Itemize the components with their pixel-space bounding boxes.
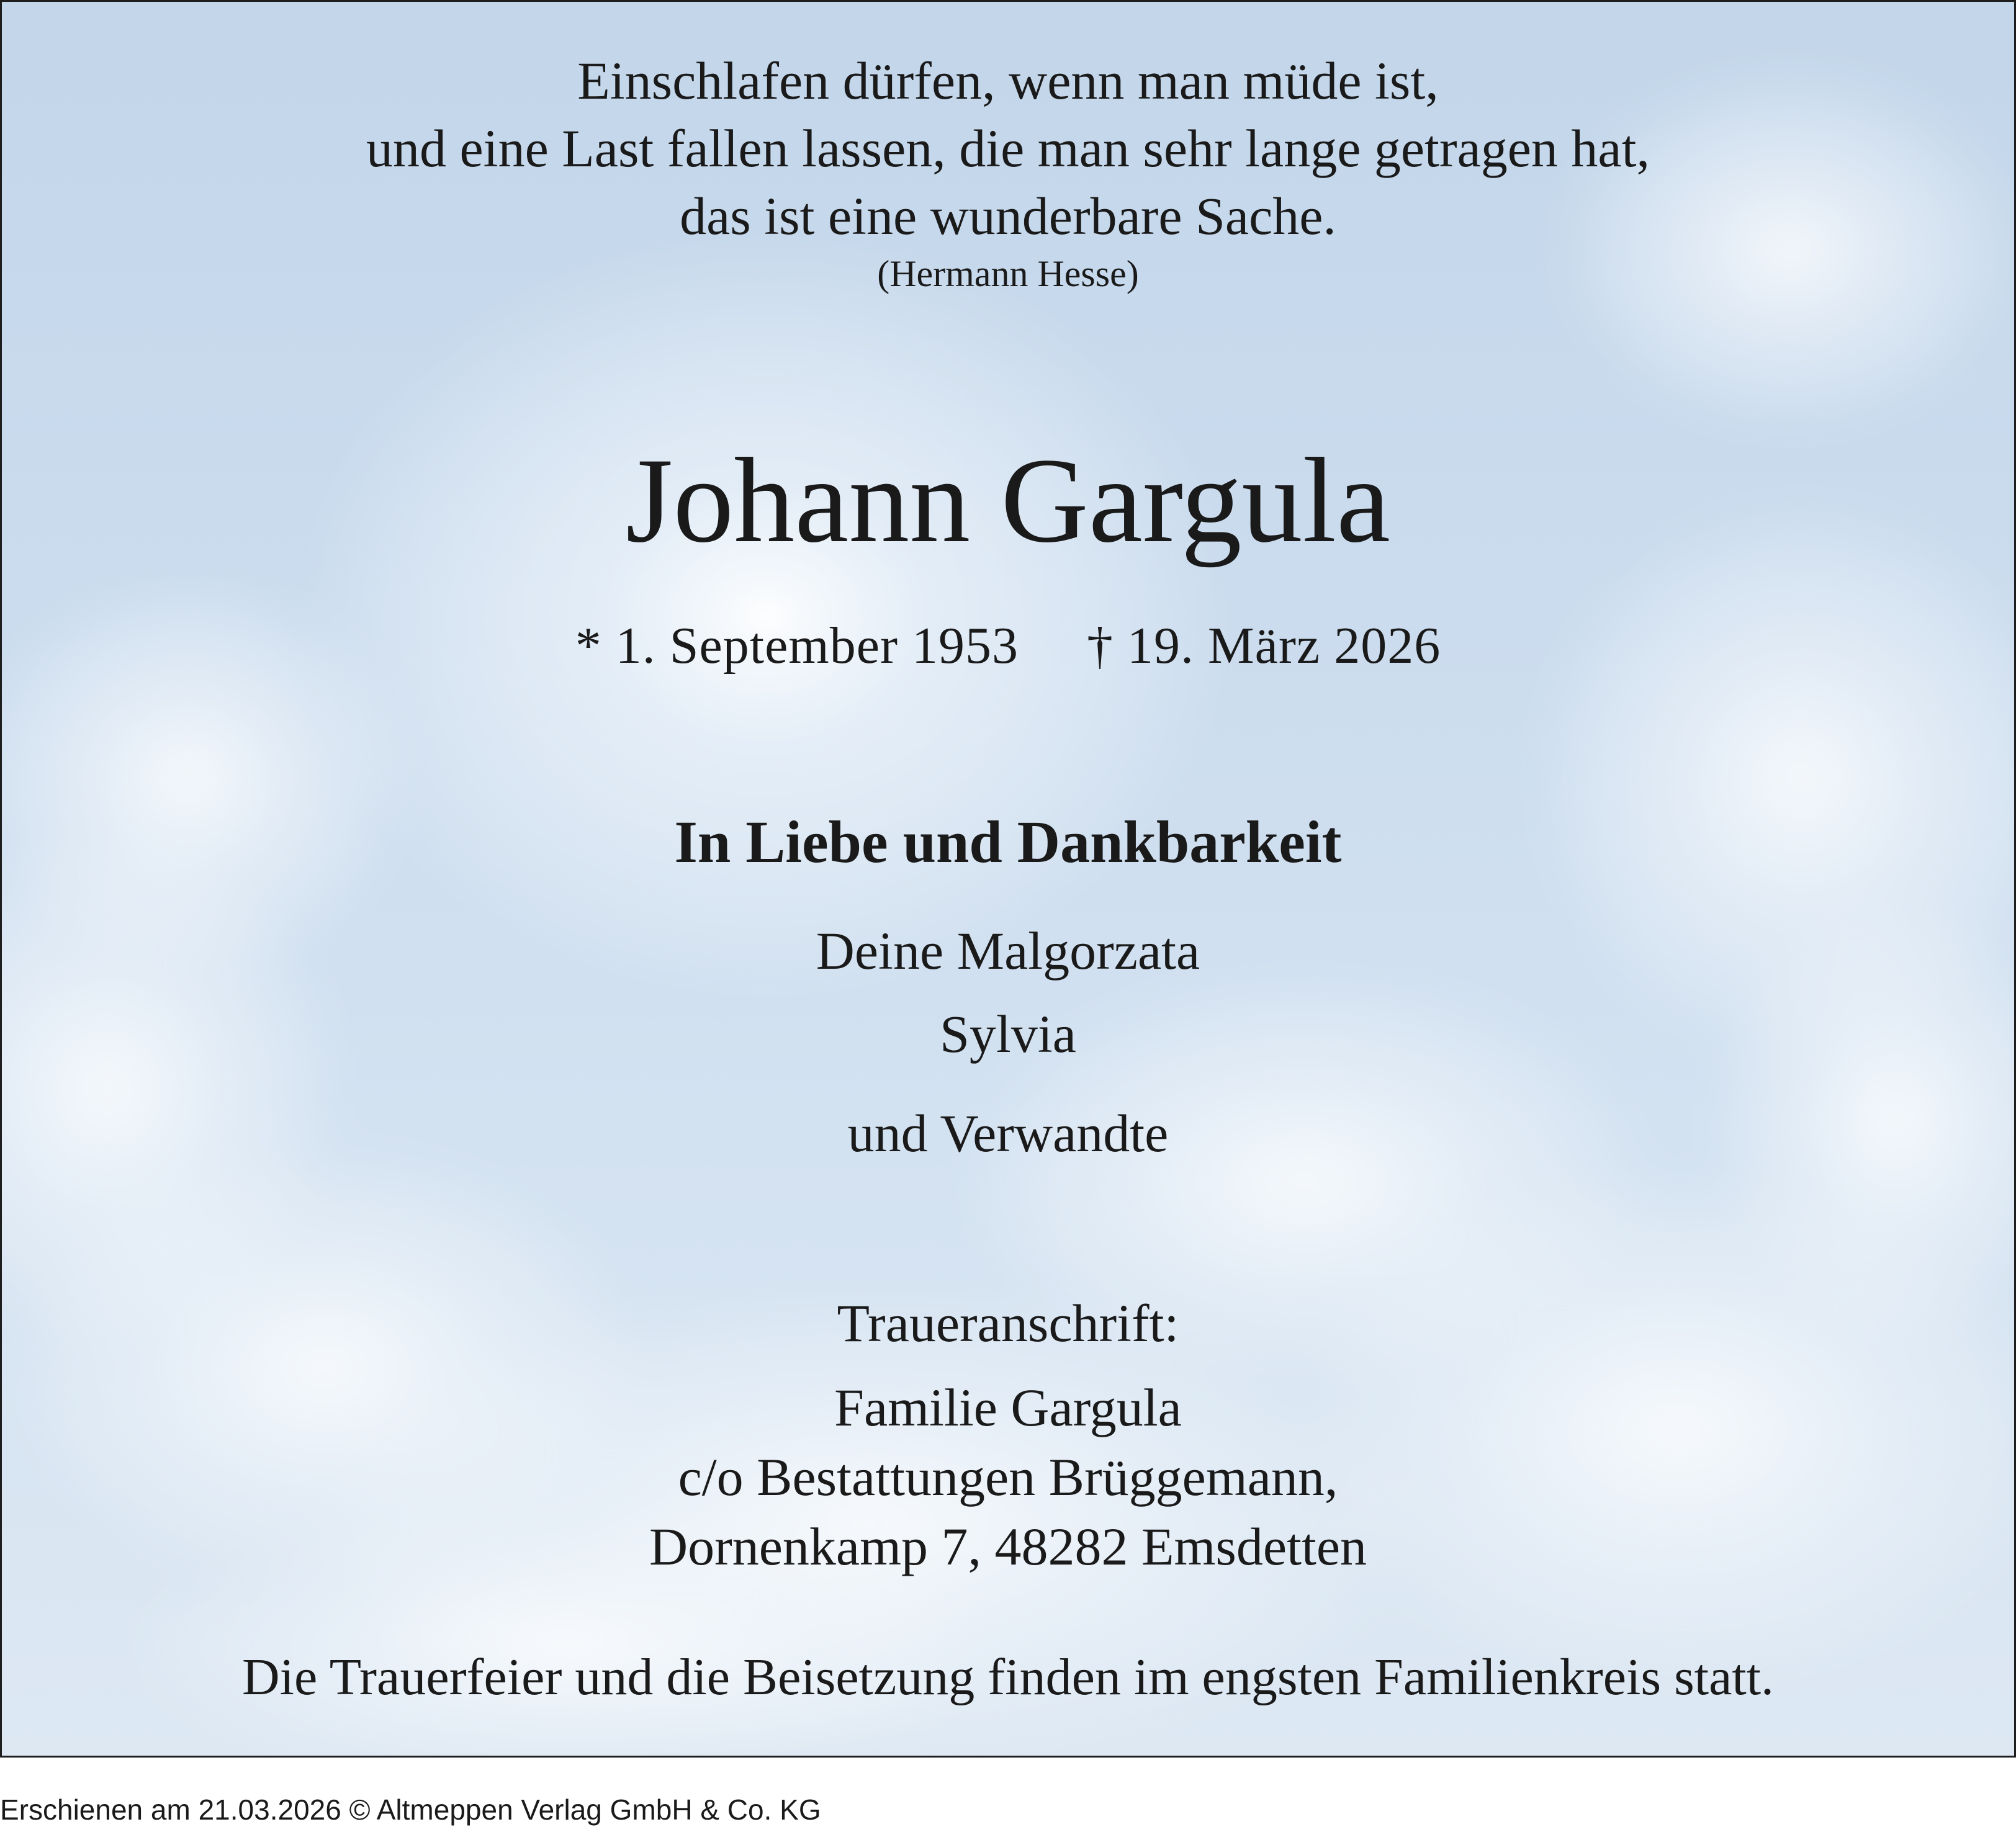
deceased-name: Johann Gargula	[626, 433, 1390, 568]
death-date: † 19. März 2026	[1086, 617, 1441, 675]
mourner-name: Sylvia	[940, 1004, 1076, 1064]
quote-author: (Hermann Hesse)	[877, 253, 1139, 294]
address-line: c/o Bestattungen Brüggemann,	[678, 1447, 1338, 1507]
quote-line: Einschlafen dürfen, wenn man müde ist,	[577, 51, 1439, 110]
ceremony-note: Die Trauerfeier und die Beisetzung finden im engsten Familienkreis statt.	[241, 1648, 1775, 1706]
life-dates	[2, 617, 2014, 675]
mourner-name: und Verwandte	[847, 1103, 1169, 1163]
address-heading: Traueranschrift:	[837, 1293, 1179, 1353]
birth-date: * 1. September 1953	[575, 617, 1019, 675]
mourner-name: Deine Malgorzata	[816, 921, 1200, 981]
publication-footer: Erschienen am 21.03.2026 © Altmeppen Verlag GmbH & Co. KG	[0, 1794, 821, 1826]
quote-line: und eine Last fallen lassen, die man sehr lange getragen hat,	[366, 119, 1650, 178]
quote-line: das ist eine wunderbare Sache.	[680, 186, 1336, 246]
address-line: Dornenkamp 7, 48282 Emsdetten	[649, 1517, 1367, 1576]
tribute-heading: In Liebe und Dankbarkeit	[674, 809, 1342, 875]
address-line: Familie Gargula	[834, 1378, 1182, 1437]
